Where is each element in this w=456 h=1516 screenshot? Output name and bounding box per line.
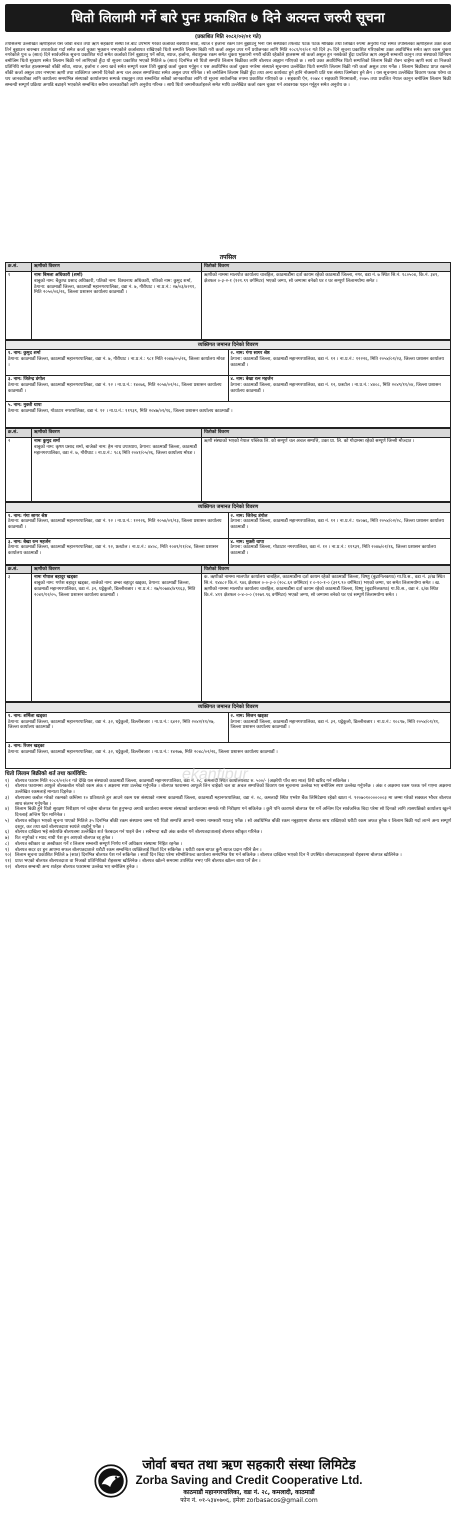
term-number: २) <box>5 784 10 790</box>
case-sn: २ <box>6 438 32 502</box>
col-borrower: ऋणीको विवरण <box>32 429 202 438</box>
guarantor-title: व्यक्तिगत जमानत दिनेको विवरण <box>6 503 451 512</box>
guarantor-info: ठेगाना: काठमाडौं जिल्ला, काठमाडौं महानगरपालिका, वडा नं. ७, गौरीघाट । ना.प्र.नं.: ९८१ मिति २०४७/०५/२६, जिल्ला कार्यालय मोरङ । <box>8 357 225 368</box>
collateral-details: ऋणी संस्थाको भएको नेपाल पब्लिक लि. को सम्पूर्ण चल अचल सम्पत्ति, उक्त प्रा. लि. को गोदाममा रहेको सम्पूर्ण जिन्सी मौज्दात । <box>202 438 451 502</box>
terms-list <box>5 779 451 871</box>
guarantor-name: ३. नाम: बेखा रत्न महर्जन <box>8 539 51 545</box>
term-number: १२) <box>5 864 12 870</box>
guarantor-cell <box>228 376 451 402</box>
term-number: ४) <box>5 807 10 813</box>
guarantor-name: ३. नाम: जितेन्द्र डंगोल <box>8 377 45 383</box>
guarantor-name: ४. नाम: बेखा रत्न महर्जन <box>230 377 274 383</box>
guarantor-cell <box>228 512 451 538</box>
term-text: रित नपुगेको र म्याद नाघी पेश हुन आएको बोलपत्र रद्द हुनेछ । <box>15 836 114 842</box>
guarantor-cell <box>228 712 451 742</box>
guarantor-name: २. नाम: जितेन्द्र डंगोल <box>230 513 268 519</box>
guarantor-cell <box>6 402 451 428</box>
guarantor-info: ठेगाना: काठमाडौं जिल्ला, काठमाडौं महानगरपालिका, वडा नं. १२, फ्रस्टोल । ना.प्र.नं.: ४४०८, मिति २०४९/११/०४, जिल्ला प्रशासन कार्यालय काठमाडौं । <box>8 545 219 557</box>
guarantor-cell <box>6 350 229 376</box>
guarantor-table <box>5 340 451 428</box>
organization-address: काठमाडौं महानगरपालिका, वडा नं. २८, कमलादी, काठमाडौं <box>183 1489 315 1496</box>
col-sn: क्र.सं. <box>6 429 32 438</box>
guarantor-table <box>5 702 451 768</box>
term-number: ५) <box>5 818 10 824</box>
collateral-details: ऋणीको नाममा मालपोत कार्यालय चाबहिल, काठमाडौंमा दर्ता कायम रहेको काठमाडौं जिल्ला, नगर, वडा नं. ७ स्थित सि.नं. १८०५०४, कि.नं. ३४९, क्षेत्रफल ०-३-२-१ (१२१.९९ वर्गमिटर) भएको जग्गा, सो जग्गामा बनेको घर र घर सम्पूर्ण लिलामयोग्य समेत । <box>202 272 451 340</box>
term-text: लिलाम सूचना प्रकाशित मितिले ७ (सात) दिनभित्र बोलपत्र पेश गर्न सकिनेछ । सातौं दिन बिदा परेमा सोभोलिपल्ट कार्यालय समयभित्र पेश गर्न सकिनेछ । बोलपत्र दाखिला भएको दिन नै उपस्थित बोलपत्रदाताहरुको रोहबरमा बोलपत्र खोलिनेछ । <box>15 853 402 859</box>
guarantor-name: २. नाम: सिजन खड्का <box>230 713 269 719</box>
guarantor-info: ठेगाना: काठमाडौं जिल्ला, काठमाडौं महानगरपालिका, वडा नं. ३२, घट्टेकुलो, डिल्लीबजार । ना.प्र.नं.: ६४२२, मिति २०४२/११/२७, जिल्ला कार्यालय काठमाडौं । <box>8 719 215 731</box>
term-item <box>5 807 451 819</box>
guarantor-cell <box>6 376 229 402</box>
guarantor-table <box>5 502 451 564</box>
term-item <box>5 796 451 808</box>
guarantor-name: १. नाम: शर्मिला खड्का <box>8 713 47 719</box>
col-borrower: ऋणीको विवरण <box>32 263 202 272</box>
collateral-details: क. ऋणीको नाममा मालपोत कार्यालय चाबहिल, काठमाडौंमा दर्ता कायम रहेको काठमाडौं जिल्ला, विष्णु (बुढानिलकण्ठ) गा.वि.स., वडा नं. ३/ख स्थित सि.नं. १४४८२ कि.नं. ९४६ क्षेत्रफल ०-०-३-० (२०८.६२ वर्गमिटर) र ०-१०-१-० (३२९.९० वर्गमिटर) भएको जग्गा, घर समेत लिलामयोग्य समेत । ख. ऋणीको नाममा मालपोत कार्यालय चाबहिल, काठमाडौंमा दर्ता कायम रहेको काठमाडौं जिल्ला, विष्णु (बुढानिलकण्ठ) गा.वि.स., वडा नं. ६/क स्थित कि.नं. ४११ क्षेत्रफल ०-४-०-० (१२७१.९६ वर्गमिटर) भएको जग्गा, सो जग्गामा बनेको घर एवं सम्पूर्ण लिलामयोग्य समेत । <box>202 574 451 702</box>
organization-footer <box>0 1446 456 1516</box>
guarantor-cell <box>228 350 451 376</box>
guarantor-name: २. नाम: गंगा सागर श्रेष्ठ <box>230 351 270 357</box>
borrower-name: नामः बिमला अधिकारी (शर्मा) <box>34 273 83 279</box>
col-borrower: ऋणीको विवरण <box>32 565 202 574</box>
notice-intro: तपसिलमा उल्लेखित ऋणीहरुले यस जोर्वा बचत तथा ऋण सहकारी संस्था लि.बाट उपभोग गरेको कर्जाको बक्यौता साँवा, ब्याज र हर्जाना रकम तिर्न बुझाउनु भनी यस संस्थाको तर्फबाट पटक पटक मौखिक तथा लिखित रुपमा अनुरोध गर्दा समेत तपसिलका ऋणीहरुले उक्त कर्जा तिर्न बुझाउन बारम्बार तारताकेता गर्दा समेत कर्जा चुक्ता भुक्तान नभएकोले कर्जाबापत राखिएको धितो सम्पत्ति लिलाम बिक्री गरी कर्जा असुल उपर गर्ने प्रयोजनका लागि मिति २०८१/१२/०१ गते दिने ३५ दिने सूचना प्रकाशित गरिएकोमा उक्त अवधिभित्र समेत ऋण रकम चुक्ता नगरेकोले पुनः ७ (सात) दिने सार्वजनिक सूचना प्रकाशित गर्दा समेत कर्जाको तिर्न बुझाउनु पर्ने साँवा, ब्याज, हर्जाना, सेवाशुल्क रकम समेत चुक्ता भुक्तानी नगरी बाँकी रहेकोले हालसम्म सो कर्जा असुल हुन नसकेको हुँदा प्रचलित ऋण असुली सम्बन्धी कानुन तथा संस्थाको विनियम बमोजिम धितो सुरक्षण समेत लिलाम बिक्री गर्न लागिएको हुँदा यो सूचना प्रकाशित भएको मितिले ७ (सात) दिनभित्र सो धितो सम्पत्ति लिलाम बिक्रीका लागि बोलपत्र आह्वान गरिएको छ । साथै उक्त अवधिभित्र धितो सम्पत्तिको लिलाम बिक्री रोक्न चाहेमा ऋणी स्वयं वा निजको प्रतिनिधि मार्फत हालसम्मको बाँकी साँवा, ब्याज, हर्जाना र अन्य खर्च समेत सम्पूर्ण रकम तिरी बुझाई कर्जा चुक्ता गर्नुहुन र यस अवधिभित्र कर्जा चुक्ता नगरेमा संस्थाले सूचनामा उल्लेखित धितो सम्पत्ति लिलाम बिक्री गरी कर्जा असुल उपर गर्नेछ । लिलाम बिक्रीबाट प्राप्त रकमले बाँकी कर्जा असुल उपर नभएमा ऋणी तथा व्यक्तिगत जमानी दिनेको अन्य चल अचल सम्पत्तिबाट समेत असुल उपर गरिनेछ । सो बमोजिम लिलाम बिक्री हुँदा तथा अन्य कार्यबाट हुने हानि नोक्सानी प्रति यस संस्था जिम्मेवार हुने छैन । यस सूचनामा उल्लेखित विवरण फरक परेमा वा थप जानकारीका लागि कार्यालय समयभित्र संस्थाको कार्यालयमा सम्पर्क राख्नुहुन तथा सम्बन्धित सबैको जानकारीका लागि यो सूचना सार्वजनिक रुपमा प्रकाशित गरिएको छ । सहकारी ऐन, २०७४ र सहकारी नियमावली, २०७५ तथा प्रचलित नेपाल कानुन बमोजिम लिलाम बिक्री सम्बन्धी सम्पूर्ण प्रक्रिया अगाडि बढाइने भएकोले सम्बन्धित सबैमा जानकारीको लागि अनुरोध गरिन्छ । साथै धितो जमानीकर्ताहरुले समेत माथि उल्लेखित कर्जा रकम चुक्ता गर्न आवश्यक पहल गर्नुहुन समेत अनुरोध छ । <box>5 41 451 88</box>
borrower-details <box>32 574 202 702</box>
guarantor-info: ठेगाना: काठमाडौं जिल्ला, काठमाडौं महानगरपालिका, वडा नं. १२ । ना.प्र.नं.: १२२२६, मिति २०५४/०१/२३, जिल्ला प्रशासन कार्यालय काठमाडौं । <box>8 519 222 531</box>
guarantor-cell <box>228 538 451 564</box>
guarantor-info: ठेगाना: काठमाडौं जिल्ला, काठमाडौं महानगरपालिका, वडा नं. १२ । ना.प्र.नं.: १४०७६, मिति २०५४/०२/२८, जिल्ला प्रशासन कार्यालय काठमाडौं । <box>230 519 445 531</box>
borrower-name: नामः कुमुद शर्मा <box>34 439 60 445</box>
case-sn: १ <box>6 272 32 340</box>
guarantor-info: ठेगाना: काठमाडौं जिल्ला, काठमाडौं महानगरपालिका, वडा नं. ३२, घट्टेकुलो, डिल्लीबजार । ना.प्र.नं.: १०८९७, मिति २०५४/०१/११, जिल्ला प्रशासन कार्यालय काठमाडौं । <box>230 719 440 731</box>
col-collateral: धितोको विवरण <box>202 565 451 574</box>
organization-name-np: जोर्वा बचत तथा ऋण सहकारी संस्था लिमिटेड <box>142 1457 356 1473</box>
publication-date: (प्रकाशित मिति २०८२/०२/०१ गते) <box>194 34 262 40</box>
term-number: ८) <box>5 841 10 847</box>
case-list <box>5 262 451 768</box>
term-text: बोलपत्र स्वीकृत भएको सूचना पाएको मितिले ३५ दिनभित्र बाँकी रकम संस्थामा जम्मा गरी धितो सम्पत्ति आफ्नो नाममा नामसारी गराउनु पर्नेछ । सो अवधिभित्र बाँकी रकम नबुझाएमा बोलपत्र साथ राखिएको धरौटी रकम जफत हुनेछ र लिलाम बिक्री गर्दा लाग्ने अन्य सम्पूर्ण दस्तुर, कर तथा खर्च बोलपत्रदाता स्वयंले व्यहोर्नु पर्नेछ । <box>15 818 451 830</box>
borrower-info: बाबुको नाम: बैकुण्ठ प्रसाद अधिकारी, पतिको नाम: विश्वनाथ अधिकारी, पतिको नाम: कुमुद शर्मा, ठेगाना: काठमाडौं जिल्ला, काठमाडौं महानगरपालिका, वडा नं. ७, गौरीघाट । ना.प्र.नं.: २७/०३/४२११, मिति २०५०/०६/२६, जिल्ला प्रशासन कार्यालय काठमाडौं । <box>34 278 196 296</box>
guarantor-info: ठेगाना: काठमाडौं जिल्ला, काठमाडौं महानगरपालिका, वडा नं. १२ । ना.प्र.नं.: १२२२६, मिति २०५४/०१/२३, जिल्ला प्रशासन कार्यालय काठमाडौं । <box>230 357 445 368</box>
organization-info <box>136 1458 363 1505</box>
guarantor-title: व्यक्तिगत जमानत दिनेको विवरण <box>6 703 451 712</box>
organization-contact: फोन नं. ०१-५३४०७०६, इमेलः zorbasacos@gmail.com <box>180 1496 318 1504</box>
term-number: ६) <box>5 830 10 836</box>
guarantor-name: ५. नाम: मुक्ती थापा <box>8 403 42 409</box>
term-text: बोलपत्रमा कबोल गरेको रकमको कम्तिमा १० प्रतिशतले हुन आउने रकम यस संस्थाको नाममा काठमाडौं जिल्ला, काठमाडौं महानगरपालिका, वडा नं. २८, कमलादी स्थित एभरेष्ट बैंक लिमिटेडमा रहेको खाता नं. ९२०७०१०००००००३ मा जम्मा गरेको सक्कल भौचर बोलपत्र साथ संलग्न गर्नुपर्नेछ । <box>15 795 451 807</box>
borrower-details <box>32 272 202 340</box>
guarantor-cell <box>6 512 229 538</box>
guarantor-info: ठेगाना: काठमाडौं जिल्ला, काठमाडौं महानगरपालिका, वडा नं. १२ । ना.प्र.नं.: १४०७६, मिति २०५४/०२/२८, जिल्ला प्रशासन कार्यालय काठमाडौं । <box>8 383 222 394</box>
case-table <box>5 565 451 703</box>
guarantor-info: ठेगाना: काठमाडौं जिल्ला, काठमाडौं महानगरपालिका, वडा नं. ३२, घट्टेकुलो, डिल्लीबजार । ना.प्र.नं.: १४२७७, मिति २०४८/०२/२६, जिल्ला प्रशासन कार्यालय काठमाडौं । <box>8 749 278 755</box>
term-text: बोलपत्र फाराममा आफूले बोलकबोल गरेको रकम अंक र अक्षरमा स्पष्ट उल्लेख गर्नुपर्नेछ । बोलपत्र फाराममा आफूले लिन चाहेको चल वा अचल सम्पत्तिको विवरण यस सूचनामा उल्लेख भए बमोजिम स्पष्ट उल्लेख गर्नुपर्नेछ । अंक र अक्षरमा रकम फरक पर्न गएमा अक्षरमा उल्लेखित रकमलाई मान्यता दिइनेछ । <box>15 784 451 796</box>
term-number: ७) <box>5 836 10 842</box>
guarantor-cell <box>6 712 229 742</box>
term-text: लिलाम बिक्री हुने धितो सुरक्षण निरीक्षण गर्न चाहेमा बोलपत्र पेश हुनुभन्दा अगावै कार्यालय समयमा संस्थाको कार्यालयमा सम्पर्क गरी निरीक्षण गर्न सकिनेछ । कुनै पनि कारणले बोलपत्र पेश गर्ने अन्तिम दिन सार्वजनिक बिदा परेमा सो दिनको लागि त्यसपछिको कार्यालय खुल्ने दिनलाई अन्तिम दिन मानिनेछ । <box>15 807 451 819</box>
col-collateral: धितोको विवरण <box>202 429 451 438</box>
guarantor-info: ठेगाना: काठमाडौं जिल्ला, काठमाडौं महानगरपालिका, वडा नं. १२, फ्रस्टोल । ना.प्र.नं.: ४४०८, मिति २०४९/११/०४, जिल्ला प्रशासन कार्यालय काठमाडौं । <box>230 383 441 394</box>
guarantor-cell <box>6 538 229 564</box>
term-text: बोलपत्र सदर दर हुन आएमा सफल बोलपत्रदाताले धरौटी रकम सम्बन्धित व्यक्तिलाई फिर्ता दिन सकिनेछ । धरौटी रकम बापत कुनै ब्याज प्रदान गरिने छैन । <box>15 847 262 853</box>
term-number: ९) <box>5 847 10 853</box>
col-sn: क्र.सं. <box>6 565 32 574</box>
guarantor-name: ३. नाम: रिजन खड्का <box>8 743 45 749</box>
borrower-details <box>32 438 202 502</box>
notice-headline: धितो लिलामी गर्ने बारे पुनः प्रकाशित ७ दिने अत्यन्त जरुरी सूचना <box>5 4 451 32</box>
case-sn: ३ <box>6 574 32 702</box>
guarantor-title: व्यक्तिगत जमानत दिनेको विवरण <box>6 341 451 350</box>
guarantor-name: १. नाम: गंगा सागर श्रेष्ठ <box>8 513 48 519</box>
term-item <box>5 819 451 831</box>
term-text: बोलपत्र दाखिला भई सकेपछि बोलपत्रमा उल्लेखित शर्त फेरबदल गर्न पाइने छैन । सबैभन्दा बढी अंक कबोल गर्ने बोलपत्रदातालाई बोलपत्र स्वीकृत गरिनेछ । <box>15 830 263 836</box>
cooperative-logo-icon <box>94 1464 128 1498</box>
terms-title: धितो लिलाम बिक्रीको शर्त तथा कार्यविधि: <box>5 770 88 777</box>
guarantor-info: ठेगाना: काठमाडौं जिल्ला, गोठाटार नगरपालिका, वडा नं. १२ । ना.प्र.नं.: ११९३९, मिति २०४७/०१/१६, जिल्ला प्रशासन कार्यालय काठमाडौं । <box>230 545 436 557</box>
term-text: बोलपत्र फाराम मिति २०८२/०२/०१ गते देखि यस संस्थाको काठमाडौं जिल्ला, काठमाडौं महानगरपालिका, वडा नं. २८, कमलादी स्थित कार्यालयबाट रु. ५००/- (अक्षरेपी पाँच सय मात्र) तिरी खरिद गर्न सकिनेछ । <box>15 778 350 784</box>
borrower-info: बाबुको नाम: गणेश बहादुर खड्का, बाजेको नाम: डम्बर बहादुर खड्का, ठेगाना: काठमाडौं जिल्ला, काठमाडौं महानगरपालिका, वडा नं. ३२, घट्टेकुलो, डिल्लीबजार । ना.प्र.नं.: २७/१०७४४/४९१६३, मिति २०४१/१२/०५, जिल्ला प्रशासन कार्यालय काठमाडौं । <box>34 581 196 598</box>
guarantor-info: ठेगाना: काठमाडौं जिल्ला, गोठाटार नगरपालिका, वडा नं. १२ । ना.प्र.नं.: ११९३९, मिति २०४७/०१/१६, जिल्ला प्रशासन कार्यालय काठमाडौं । <box>8 409 233 415</box>
term-text: बोलपत्र स्वीकार वा अस्वीकार गर्ने र लिलाम सम्बन्धी सम्पूर्ण निर्णय गर्ने अधिकार संस्थामा निहित रहनेछ । <box>15 841 183 847</box>
term-item <box>5 865 451 871</box>
term-item <box>5 784 451 796</box>
col-collateral: धितोको विवरण <box>202 263 451 272</box>
schedule-title: तपसिल <box>219 253 237 261</box>
term-number: १) <box>5 778 10 784</box>
term-number: ३) <box>5 795 10 801</box>
watermark: ekantipur <box>182 766 248 783</box>
term-number: ११) <box>5 859 12 865</box>
case-table <box>5 428 451 502</box>
term-text: प्राप्त भएको बोलपत्र बोलपत्रदाता वा निजको प्रतिनिधिको रोहबरमा खोलिनेछ । बोलपत्र खोल्ने समयमा उपस्थित नभए पनि बोलपत्र खोल्न बाधा पर्ने छैन । <box>15 859 261 865</box>
case-table <box>5 262 451 340</box>
guarantor-name: ४. नाम: मुक्ती थापा <box>230 539 264 545</box>
term-number: १०) <box>5 853 12 859</box>
guarantor-name: १. नाम: कुमुद शर्मा <box>8 351 41 357</box>
col-sn: क्र.सं. <box>6 263 32 272</box>
term-text: बोलपत्र सम्बन्धी अन्य शर्तहरु बोलपत्र फाराममा उल्लेख भए बमोजिम हुनेछ । <box>15 864 138 870</box>
organization-name-en: Zorba Saving and Credit Cooperative Ltd. <box>135 1475 363 1488</box>
borrower-info: बाबुको नाम: कृष्ण प्रसाद शर्मा, बाजेको नाम: हेम नाथ उपाध्याय, ठेगाना: काठमाडौं जिल्ला, काठमाडौं महानगरपालिका, वडा नं. ७, गौरीघाट । ना.प्र.नं.: ९८६ मिति २०४१/०५/२६, जिल्ला कार्यालय मोरङ । <box>34 444 197 456</box>
borrower-name: नामः गोपाल बहादुर खड्का <box>34 575 78 581</box>
